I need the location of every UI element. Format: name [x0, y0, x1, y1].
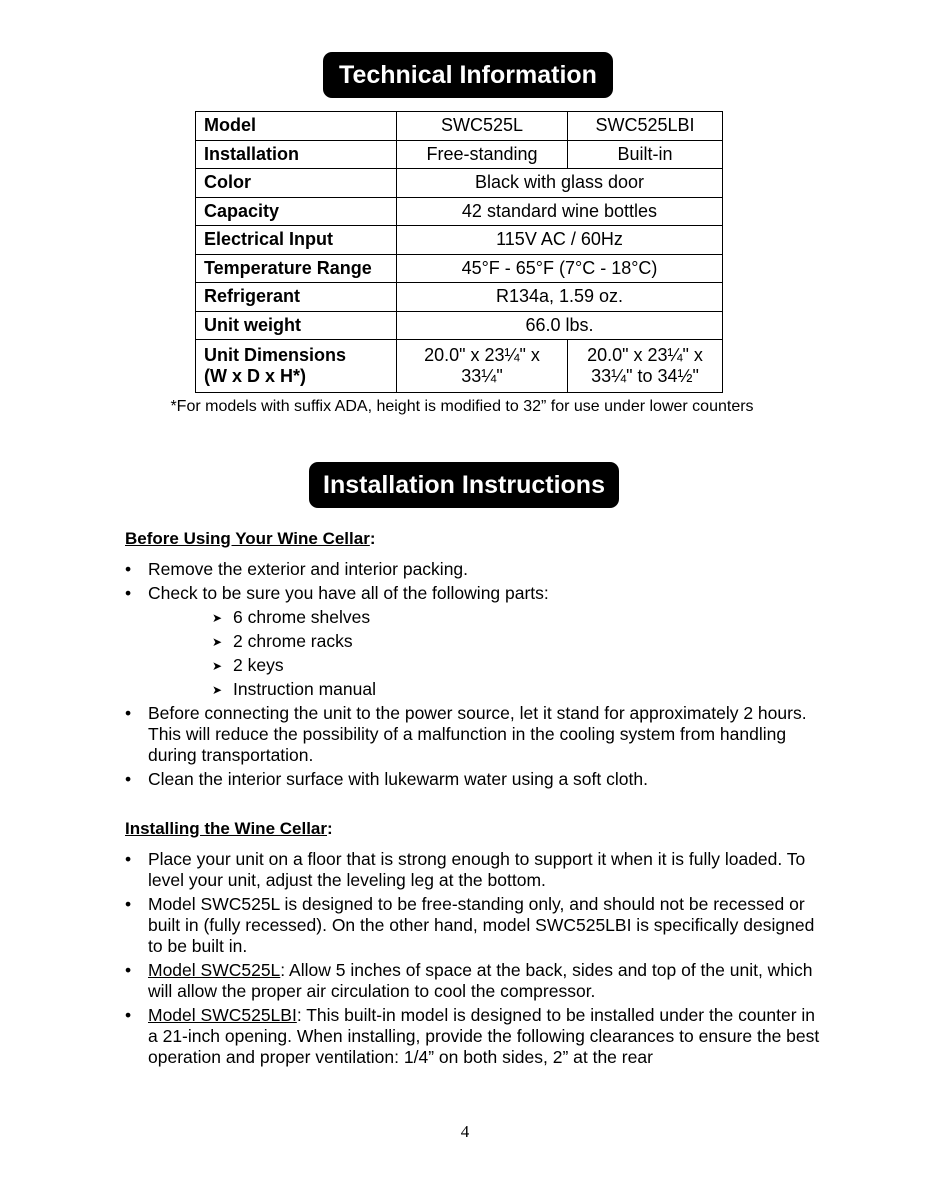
table-row [196, 169, 723, 198]
table-row [196, 254, 723, 283]
list-item-text: Check to be sure you have all of the following parts: [148, 583, 549, 603]
before-using-title: Before Using Your Wine Cellar [125, 529, 370, 548]
installing-title: Installing the Wine Cellar [125, 819, 327, 838]
model-swc525l-label: Model SWC525L [148, 960, 281, 980]
part-text: 2 keys [233, 655, 284, 675]
unit-dimensions-swc525l-line2: 33¼" [461, 366, 503, 386]
unit-dimensions-label-line1: Unit Dimensions [204, 345, 347, 365]
part-text: 6 chrome shelves [233, 607, 371, 627]
before-using-list [125, 559, 825, 793]
list-item [125, 769, 825, 790]
capacity-value: 42 standard wine bottles [397, 197, 723, 226]
installation-instructions-heading-text: Installation Instructions [323, 470, 605, 499]
list-item [125, 849, 825, 891]
list-item-text: Model SWC525L is designed to be free-standing only, and should not be recessed or built in (fully recessed). On the other hand, model SWC525LBI is specifically designed to be built in. [148, 894, 815, 956]
color-value: Black with glass door [397, 169, 723, 198]
table-row [196, 197, 723, 226]
table-row [196, 340, 723, 393]
temperature-range-value: 45°F - 65°F (7°C - 18°C) [397, 254, 723, 283]
arrow-bullet-icon: ➤ [212, 635, 223, 649]
list-item-text: Remove the exterior and interior packing. [148, 559, 469, 579]
list-item [125, 894, 825, 957]
table-row [196, 283, 723, 312]
unit-weight-value: 66.0 lbs. [397, 311, 723, 340]
installing-heading [125, 819, 333, 839]
before-using-heading [125, 529, 376, 549]
unit-dimensions-label-line2: (W x D x H*) [204, 366, 307, 386]
installation-instructions-heading [309, 462, 619, 508]
unit-dimensions-swc525l [397, 340, 568, 393]
list-item [125, 583, 825, 700]
arrow-bullet-icon: ➤ [212, 659, 223, 673]
capacity-label: Capacity [196, 197, 397, 226]
arrow-bullet-icon: ➤ [212, 611, 223, 625]
refrigerant-label: Refrigerant [196, 283, 397, 312]
parts-list-item [212, 607, 825, 628]
installation-swc525lbi: Built-in [568, 140, 723, 169]
list-item [125, 1005, 825, 1068]
page-number: 4 [460, 1122, 470, 1141]
installing-colon: : [327, 819, 333, 838]
model-swc525l: SWC525L [397, 112, 568, 141]
arrow-bullet-icon: ➤ [212, 683, 223, 697]
list-item [125, 559, 825, 580]
table-row [196, 311, 723, 340]
unit-dimensions-swc525l-line1: 20.0" x 23¼" x [424, 345, 540, 365]
parts-list-item [212, 631, 825, 652]
table-row [196, 140, 723, 169]
parts-list [148, 607, 825, 700]
unit-dimensions-swc525lbi [568, 340, 723, 393]
technical-spec-table [195, 111, 723, 393]
color-label: Color [196, 169, 397, 198]
electrical-input-label: Electrical Input [196, 226, 397, 255]
before-using-colon: : [369, 529, 376, 548]
installation-swc525l: Free-standing [397, 140, 568, 169]
refrigerant-value: R134a, 1.59 oz. [397, 283, 723, 312]
technical-information-heading [323, 52, 613, 98]
ada-footnote: *For models with suffix ADA, height is modified to 32” for use under lower counters [170, 398, 754, 415]
model-swc525lbi-label: Model SWC525LBI [148, 1005, 297, 1025]
model-swc525lbi: SWC525LBI [568, 112, 723, 141]
list-item-text: : Allow 5 inches of space at the back, sides and top of the unit, which will allow the proper air circulation to cool the compressor. [148, 960, 813, 1001]
unit-dimensions-swc525lbi-line1: 20.0" x 23¼" x [587, 345, 703, 365]
unit-dimensions-swc525lbi-line2: 33¼" to 34½" [591, 366, 699, 386]
electrical-input-value: 115V AC / 60Hz [397, 226, 723, 255]
list-item-text: Place your unit on a floor that is strong enough to support it when it is fully loaded. To level your unit, adjust the leveling leg at the bottom. [148, 849, 806, 890]
parts-list-item [212, 655, 825, 676]
list-item-text: Before connecting the unit to the power source, let it stand for approximately 2 hours. This will reduce the possibility of a malfunction in the cooling system from handling during transportation. [148, 703, 807, 765]
part-text: Instruction manual [233, 679, 376, 699]
table-row [196, 226, 723, 255]
parts-list-item [212, 679, 825, 700]
unit-dimensions-label [196, 340, 397, 393]
part-text: 2 chrome racks [233, 631, 353, 651]
list-item-text: Clean the interior surface with lukewarm water using a soft cloth. [148, 769, 648, 789]
list-item [125, 703, 825, 766]
model-label: Model [196, 112, 397, 141]
installation-label: Installation [196, 140, 397, 169]
temperature-range-label: Temperature Range [196, 254, 397, 283]
installing-list [125, 849, 825, 1071]
unit-weight-label: Unit weight [196, 311, 397, 340]
table-row [196, 112, 723, 141]
technical-information-heading-text: Technical Information [339, 60, 597, 89]
list-item-text: : This built-in model is designed to be installed under the counter in a 21-inch opening. When installing, provide the following clearances to ensure the best operation and proper ventilation: 1/4” on both sides, 2” at the rear [148, 1005, 820, 1067]
list-item [125, 960, 825, 1002]
